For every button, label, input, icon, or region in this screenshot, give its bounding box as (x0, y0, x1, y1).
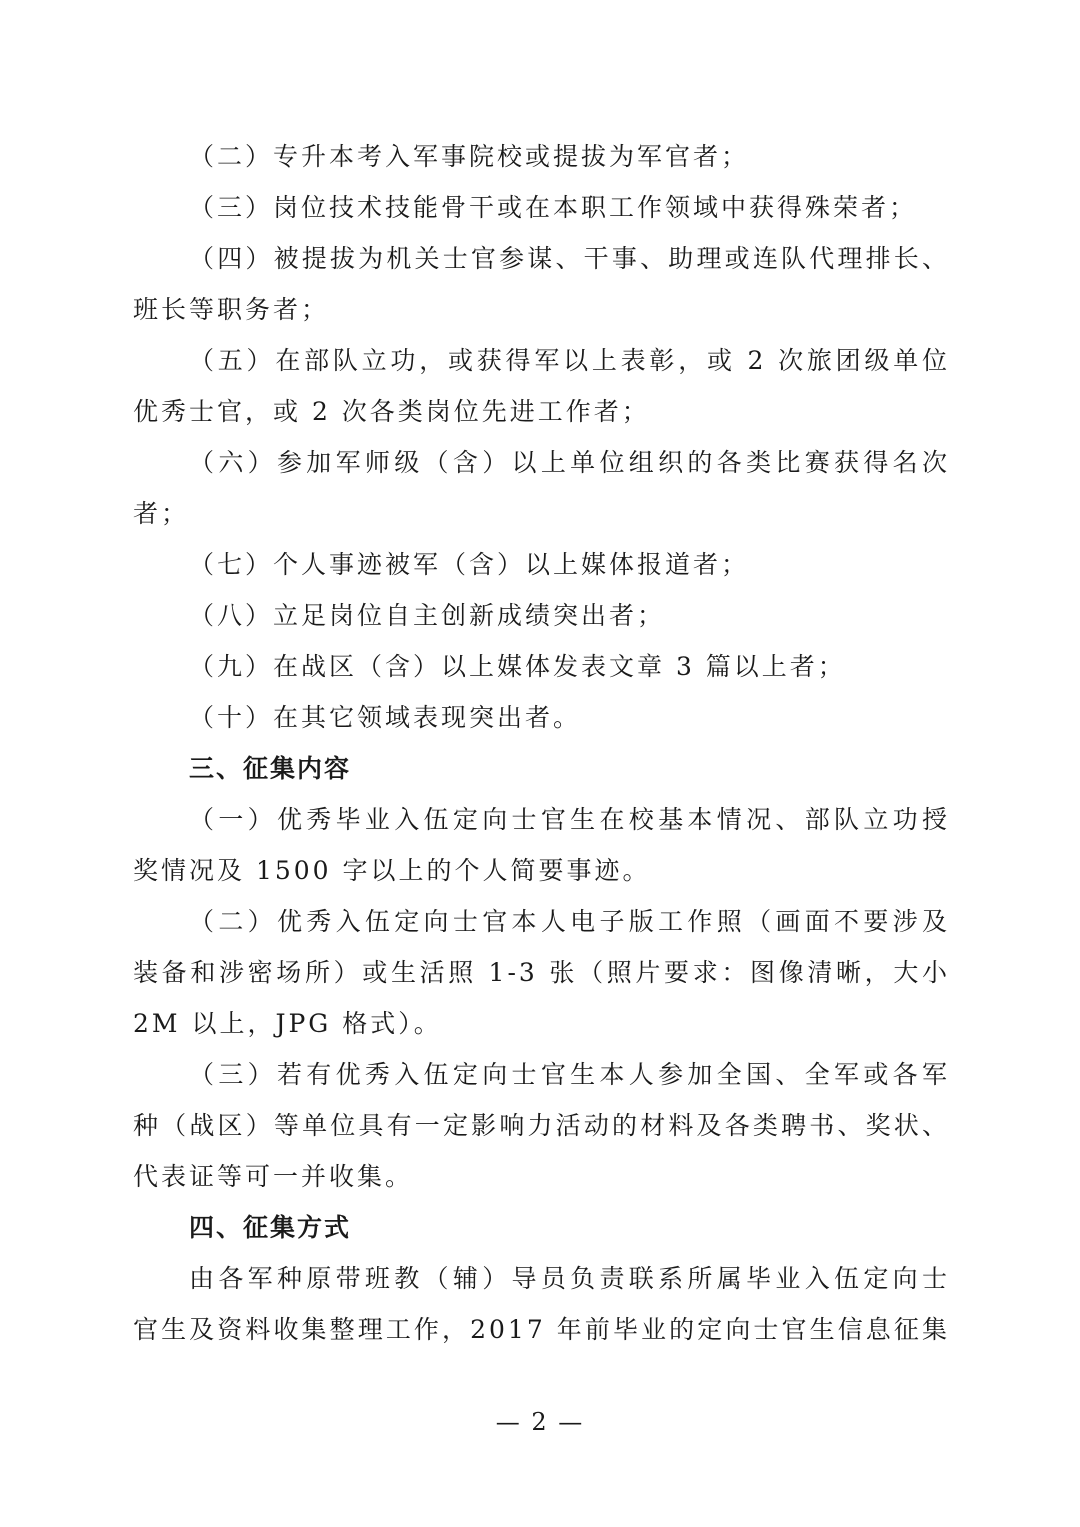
paragraph-line: （七）个人事迹被军（含）以上媒体报道者； (189, 550, 750, 579)
paragraph-line: 由各军种原带班教（辅）导员负责联系所属毕业入伍定向士 (189, 1264, 950, 1293)
paragraph-line: （一）优秀毕业入伍定向士官生在校基本情况、部队立功授 (189, 805, 950, 834)
paragraph-line: （六）参加军师级（含）以上单位组织的各类比赛获得名次 (189, 448, 950, 477)
paragraph-line: （五）在部队立功，或获得军以上表彰，或 2 次旅团级单位 (189, 346, 950, 375)
paragraph-line: （三）若有优秀入伍定向士官生本人参加全国、全军或各军 (189, 1060, 950, 1089)
paragraph-line: （三）岗位技术技能骨干或在本职工作领域中获得殊荣者； (189, 193, 918, 222)
paragraph-line: 者； (133, 499, 190, 528)
paragraph-line: （十）在其它领域表现突出者。 (189, 703, 582, 732)
paragraph-line: （二）优秀入伍定向士官本人电子版工作照（画面不要涉及 (189, 907, 950, 936)
section-heading: 三、征集内容 (189, 754, 352, 783)
paragraph-line: 装备和涉密场所）或生活照 1-3 张（照片要求：图像清晰，大小 (133, 958, 950, 987)
paragraph-line: 2M 以上，JPG 格式）。 (133, 1009, 442, 1038)
paragraph-line: 代表证等可一并收集。 (133, 1162, 414, 1191)
paragraph-line: 班长等职务者； (133, 295, 330, 324)
paragraph-line: 奖情况及 1500 字以上的个人简要事迹。 (133, 856, 651, 885)
paragraph-line: （九）在战区（含）以上媒体发表文章 3 篇以上者； (189, 652, 846, 681)
paragraph-line: 优秀士官，或 2 次各类岗位先进工作者； (133, 397, 650, 426)
paragraph-line: 官生及资料收集整理工作，2017 年前毕业的定向士官生信息征集 (133, 1315, 950, 1344)
paragraph-line: 种（战区）等单位具有一定影响力活动的材料及各类聘书、奖状、 (133, 1111, 950, 1140)
paragraph-line: （八）立足岗位自主创新成绩突出者； (189, 601, 666, 630)
paragraph-line: （二）专升本考入军事院校或提拔为军官者； (189, 142, 750, 171)
section-heading: 四、征集方式 (189, 1213, 352, 1242)
document-body (133, 131, 950, 1355)
page-number: — 2 — (495, 1408, 585, 1436)
paragraph-line: （四）被提拔为机关士官参谋、干事、助理或连队代理排长、 (189, 244, 950, 273)
